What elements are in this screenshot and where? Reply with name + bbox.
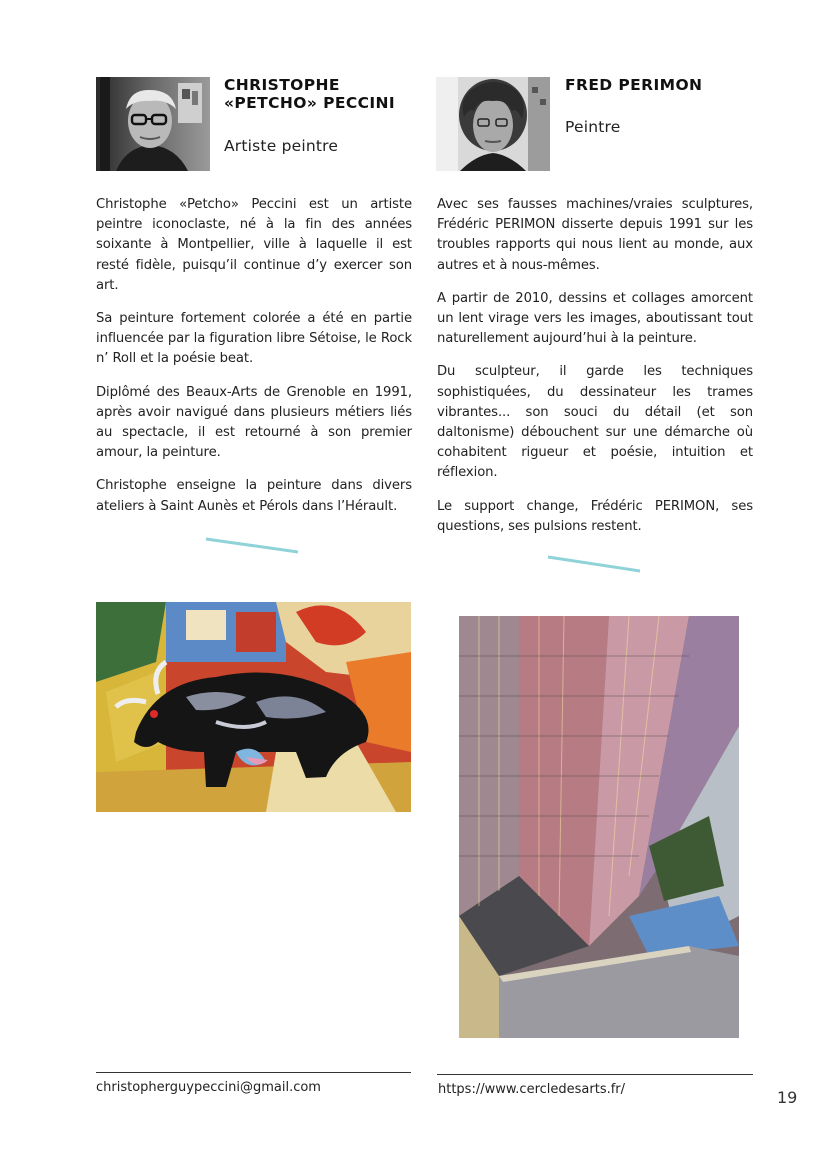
artist-role-christophe: Artiste peintre: [224, 137, 339, 155]
accent-line-left: [204, 536, 304, 556]
portrait-christophe-peccini: [96, 77, 210, 171]
bio-christophe-paragraph-4: Christophe enseigne la peinture dans divers ateliers à Saint Aunès et Pérols dans l’Hérault.: [96, 478, 412, 514]
bio-fred-paragraph-4: Le support change, Frédéric PERIMON, ses questions, ses pulsions restent.: [437, 498, 753, 534]
bio-fred-paragraph-1: Avec ses fausses machines/vraies sculptures, Frédéric PERIMON disserte depuis 1991 sur les troubles rapports qui nous lient au monde, aux autres et à nous-mêmes.: [437, 197, 753, 273]
bio-fred-paragraph-2: A partir de 2010, dessins et collages amorcent un lent virage vers les images, aboutissant tout naturellement aujourd’hui à la peinture.: [437, 290, 753, 347]
artwork-bull-painting: [96, 602, 411, 812]
bio-christophe: [96, 195, 412, 530]
footer-rule-left: [96, 1072, 411, 1073]
bio-fred-paragraph-3: Du sculpteur, il garde les techniques sophistiquées, du dessinateur les trames vibrantes... son souci du détail (et son daltonisme) débouchent sur une démarche où cohabitent rigueur et poésie, intuition et réflexion.: [437, 364, 753, 481]
artwork-building-painting: [459, 616, 739, 1038]
portrait-fred-perimon: [436, 77, 550, 171]
artist-role-fred: Peintre: [565, 118, 621, 136]
artist-name-line2-christophe: «PETCHO» PECCINI: [224, 94, 396, 112]
bio-christophe-paragraph-3: Diplômé des Beaux-Arts de Grenoble en 1991, après avoir navigué dans plusieurs métiers liés au spectacle, il est retourné à son premier amour, la peinture.: [96, 384, 412, 461]
page-number: 19: [777, 1088, 798, 1107]
accent-line-right: [546, 554, 646, 576]
bio-christophe-paragraph-1: Christophe «Petcho» Peccini est un artiste peintre iconoclaste, né à la fin des années soixante à Montpellier, ville à laquelle il est resté fidèle, puisqu’il continue d’y exercer son art.: [96, 197, 412, 293]
artist-name-fred-perimon: FRED PERIMON: [565, 76, 703, 94]
contact-email-christophe[interactable]: christopherguypeccini@gmail.com: [96, 1080, 321, 1095]
bio-fred: [437, 195, 753, 550]
artist-name-line1-christophe: CHRISTOPHE: [224, 76, 340, 94]
contact-website-fred[interactable]: https://www.cercledesarts.fr/: [438, 1082, 626, 1097]
bio-christophe-paragraph-2: Sa peinture fortement colorée a été en partie influencée par la figuration libre Sétoise, le Rock n’ Roll et la poésie beat.: [96, 311, 412, 367]
footer-rule-right: [437, 1074, 753, 1075]
